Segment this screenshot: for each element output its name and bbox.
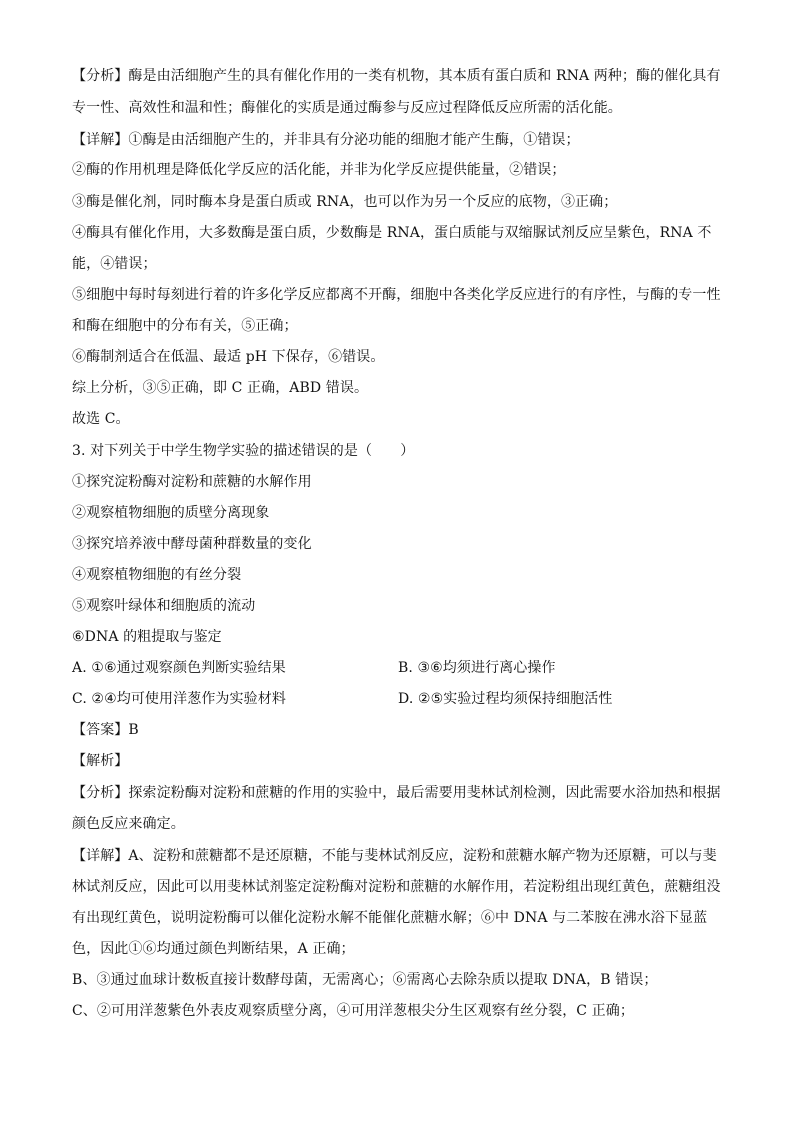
detail-line-4: ④酶具有催化作用，大多数酶是蛋白质，少数酶是 RNA，蛋白质能与双缩脲试剂反应呈紫色，RNA 不 bbox=[72, 225, 712, 241]
analysis-line-2: 专一性、高效性和温和性；酶催化的实质是通过酶参与反应过程降低反应所需的活化能。 bbox=[72, 100, 622, 116]
option-c: C. ②④均可使用洋葱作为实验材料 bbox=[72, 691, 286, 707]
detail-line-8: ⑥酶制剂适合在低温、最适 pH 下保存，⑥错误。 bbox=[72, 349, 385, 365]
detail-line-1: 【详解】①酶是由活细胞产生的，并非具有分泌功能的细胞才能产生酶，①错误； bbox=[72, 132, 580, 148]
detail-line-5: 能，④错误； bbox=[72, 256, 157, 272]
detail-line-3: ③酶是催化剂，同时酶本身是蛋白质或 RNA，也可以作为另一个反应的底物，③正确； bbox=[72, 194, 618, 210]
q3-analysis-line-2: 颜色反应来确定。 bbox=[72, 816, 185, 832]
question-item: ①探究淀粉酶对淀粉和蔗糖的水解作用 bbox=[72, 474, 312, 490]
choice-line: 故选 C。 bbox=[72, 411, 130, 427]
question-item: ②观察植物细胞的质壁分离现象 bbox=[72, 505, 270, 521]
q3-detail-line-6: C、②可用洋葱紫色外表皮观察质壁分离，④可用洋葱根尖分生区观察有丝分裂，C 正确； bbox=[72, 1003, 634, 1019]
question-item: ④观察植物细胞的有丝分裂 bbox=[72, 567, 242, 583]
detail-line-2: ②酶的作用机理是降低化学反应的活化能，并非为化学反应提供能量，②错误； bbox=[72, 162, 566, 178]
question-item: ③探究培养液中酵母菌种群数量的变化 bbox=[72, 536, 312, 552]
summary-line: 综上分析，③⑤正确，即 C 正确，ABD 错误。 bbox=[72, 380, 369, 396]
analysis-line-1: 【分析】酶是由活细胞产生的具有催化作用的一类有机物，其本质有蛋白质和 RNA 两种；酶的催化具有 bbox=[72, 68, 721, 84]
option-a: A. ①⑥通过观察颜色判断实验结果 bbox=[72, 660, 286, 676]
q3-analysis-line-1: 【分析】探索淀粉酶对淀粉和蔗糖的作用的实验中，最后需要用斐林试剂检测，因此需要水浴加热和根据 bbox=[72, 785, 721, 801]
q3-detail-line-3: 有出现红黄色，说明淀粉酶可以催化淀粉水解不能催化蔗糖水解；⑥中 DNA 与二苯胺在沸水浴下显蓝 bbox=[72, 910, 708, 926]
q3-detail-line-5: B、③通过血球计数板直接计数酵母菌，无需离心；⑥需离心去除杂质以提取 DNA，B 错误； bbox=[72, 972, 658, 988]
q3-detail-line-1: 【详解】A、淀粉和蔗糖都不是还原糖，不能与斐林试剂反应，淀粉和蔗糖水解产物为还原糖，可以与斐 bbox=[72, 848, 717, 864]
answer-line: 【答案】B bbox=[72, 722, 139, 738]
detail-line-6: ⑤细胞中每时每刻进行着的许多化学反应都离不开酶，细胞中各类化学反应进行的有序性，与酶的专一性 bbox=[72, 287, 721, 303]
question-item: ⑤观察叶绿体和细胞质的流动 bbox=[72, 598, 256, 614]
jiexi-heading: 【解析】 bbox=[72, 753, 129, 769]
detail-line-7: 和酶在细胞中的分布有关，⑤正确； bbox=[72, 318, 298, 334]
option-d: D. ②⑤实验过程均须保持细胞活性 bbox=[398, 691, 613, 707]
question-stem: 3. 对下列关于中学生物学实验的描述错误的是（ ） bbox=[72, 443, 415, 459]
option-b: B. ③⑥均须进行离心操作 bbox=[398, 660, 556, 676]
q3-detail-line-2: 林试剂反应，因此可以用斐林试剂鉴定淀粉酶对淀粉和蔗糖的水解作用，若淀粉组出现红黄色，蔗糖组没 bbox=[72, 879, 721, 895]
question-item: ⑥DNA 的粗提取与鉴定 bbox=[72, 629, 222, 645]
q3-detail-line-4: 色，因此①⑥均通过颜色判断结果，A 正确； bbox=[72, 941, 355, 957]
